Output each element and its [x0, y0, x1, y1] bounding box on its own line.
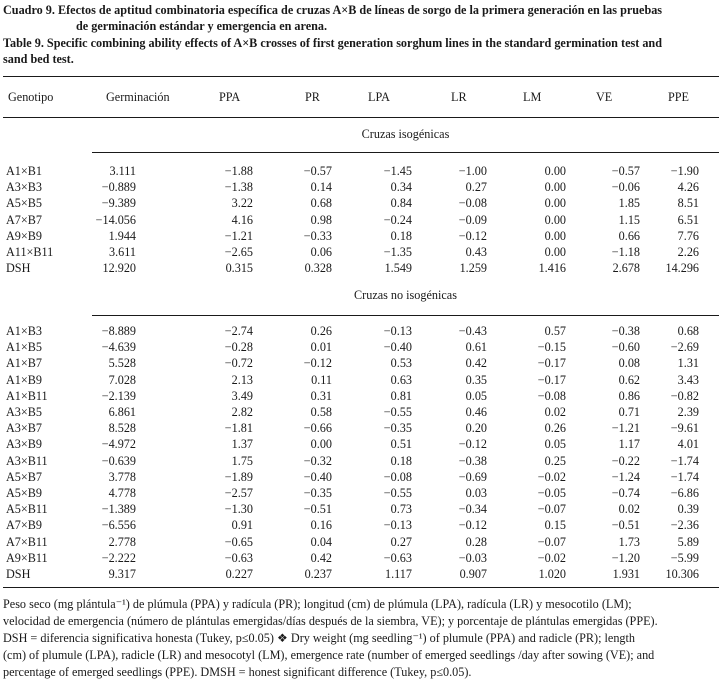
group-title-isogenicas: Cruzas isogénicas	[361, 127, 450, 141]
value-cell: 0.01	[310, 340, 332, 355]
value-cell: −1.30	[224, 502, 253, 517]
value-cell: 0.42	[465, 356, 487, 371]
value-cell: 0.15	[544, 518, 566, 533]
genotype-cell: A9×B11	[6, 550, 48, 565]
value-cell: −0.60	[611, 340, 640, 355]
value-cell: −0.82	[670, 388, 699, 403]
value-cell: −1.38	[224, 180, 253, 195]
table-row	[0, 260, 722, 276]
value-cell: 0.11	[311, 372, 332, 387]
genotype-cell: A9×B9	[6, 228, 42, 243]
table-row	[0, 195, 722, 211]
value-cell: 1.416	[538, 261, 566, 276]
caption-en-label: Table 9.	[3, 36, 44, 50]
value-cell: −0.12	[458, 518, 487, 533]
col-header-lr: LR	[451, 90, 467, 104]
value-cell: 3.778	[108, 469, 136, 484]
value-cell: 0.34	[390, 180, 412, 195]
value-cell: 0.227	[225, 567, 253, 581]
value-cell: −0.12	[458, 437, 487, 452]
value-cell: −0.34	[458, 502, 487, 517]
value-cell: −0.13	[383, 324, 412, 338]
value-cell: −0.12	[458, 228, 487, 243]
value-cell: 1.020	[538, 567, 566, 581]
table-row	[0, 436, 722, 452]
value-cell: 0.39	[677, 502, 699, 517]
value-cell: 0.00	[544, 212, 566, 227]
value-cell: 1.31	[677, 356, 699, 371]
value-cell: 0.00	[544, 180, 566, 195]
table-row	[0, 244, 722, 260]
caption-es-text: Efectos de aptitud combinatoria específica de cruzas A×B de líneas de sorgo de la primera generación en las pruebas	[57, 3, 663, 17]
value-cell: −0.38	[611, 324, 640, 338]
value-cell: 0.66	[618, 228, 640, 243]
value-cell: −0.09	[458, 212, 487, 227]
value-cell: 1.117	[385, 567, 412, 581]
footnote-line-3: DSH = diferencia significativa honesta (Tukey, p≤0.05) ❖ Dry weight (mg seedling⁻¹) of plumule (PPA) and radicle (PR); length	[3, 631, 635, 645]
genotype-cell: DSH	[6, 567, 31, 581]
value-cell: −0.57	[303, 164, 332, 178]
genotype-cell: DSH	[6, 261, 31, 276]
value-cell: 0.04	[310, 534, 332, 549]
value-cell: 1.944	[108, 228, 136, 243]
value-cell: −0.05	[537, 486, 566, 500]
value-cell: 0.26	[544, 421, 566, 436]
value-cell: −0.02	[537, 550, 566, 565]
table-row	[0, 566, 722, 582]
value-cell: −0.22	[611, 453, 640, 468]
value-cell: −0.24	[383, 212, 412, 227]
value-cell: −0.63	[224, 550, 253, 565]
value-cell: −0.13	[383, 518, 412, 533]
value-cell: 1.37	[231, 437, 253, 452]
value-cell: −0.35	[303, 486, 332, 500]
value-cell: 0.16	[310, 518, 332, 533]
bottom-rule	[3, 587, 719, 588]
genotype-cell: A1×B3	[6, 324, 42, 338]
value-cell: −5.99	[670, 550, 699, 565]
value-cell: 0.25	[544, 453, 566, 468]
value-cell: 10.306	[665, 567, 699, 581]
value-cell: 9.317	[108, 567, 136, 581]
value-cell: 0.42	[310, 550, 332, 565]
value-cell: 1.73	[618, 534, 640, 549]
value-cell: 0.328	[304, 261, 332, 276]
value-cell: 1.259	[459, 261, 487, 276]
value-cell: 1.75	[231, 453, 253, 468]
value-cell: −0.12	[303, 356, 332, 371]
genotype-cell: A5×B5	[6, 196, 42, 211]
genotype-cell: A1×B5	[6, 340, 42, 355]
value-cell: −1.74	[670, 469, 699, 484]
value-cell: −0.51	[611, 518, 640, 533]
col-header-lpa: LPA	[368, 90, 390, 104]
genotype-cell: A7×B9	[6, 518, 42, 533]
value-cell: −1.389	[101, 502, 136, 517]
caption-es	[3, 2, 719, 18]
value-cell: 0.20	[465, 421, 487, 436]
value-cell: 0.02	[618, 502, 640, 517]
value-cell: −0.08	[537, 388, 566, 403]
value-cell: −0.51	[303, 502, 332, 517]
value-cell: 3.611	[109, 245, 136, 259]
genotype-cell: A5×B9	[6, 486, 42, 500]
value-cell: −1.81	[224, 421, 253, 436]
value-cell: −4.639	[101, 340, 136, 355]
table-row	[0, 469, 722, 485]
table-row	[0, 163, 722, 179]
value-cell: 7.76	[677, 228, 699, 243]
value-cell: −1.20	[611, 550, 640, 565]
footnote-line-4: (cm) of plumule (LPA), radicle (LR) and mesocotyl (LM), emergence rate (number of emerged seedlings /day after sowing (VE); and	[3, 648, 655, 662]
genotype-cell: A3×B7	[6, 421, 42, 436]
value-cell: −0.55	[383, 405, 412, 419]
caption-en-text2: sand bed test.	[3, 52, 74, 66]
table-row	[0, 355, 722, 371]
value-cell: 0.62	[618, 372, 640, 387]
table-row	[0, 339, 722, 355]
value-cell: 0.18	[390, 228, 412, 243]
table-row	[0, 485, 722, 501]
group-rule-no-isogenicas	[92, 315, 719, 316]
value-cell: 2.678	[612, 261, 640, 276]
value-cell: −0.02	[537, 469, 566, 484]
genotype-cell: A3×B5	[6, 405, 42, 419]
value-cell: 0.71	[618, 405, 640, 419]
value-cell: −0.63	[383, 550, 412, 565]
genotype-cell: A5×B7	[6, 469, 42, 484]
value-cell: 7.028	[108, 372, 136, 387]
table-row	[0, 323, 722, 339]
value-cell: 4.26	[677, 180, 699, 195]
value-cell: −0.06	[611, 180, 640, 195]
genotype-cell: A11×B11	[6, 245, 54, 259]
value-cell: −0.43	[458, 324, 487, 338]
value-cell: 1.17	[618, 437, 640, 452]
value-cell: 1.15	[618, 212, 640, 227]
value-cell: 0.58	[310, 405, 332, 419]
value-cell: 0.68	[677, 324, 699, 338]
col-header-genotipo: Genotipo	[8, 90, 54, 104]
value-cell: −0.35	[383, 421, 412, 436]
caption-es-text2: de germinación estándar y emergencia en arena.	[76, 19, 328, 33]
value-cell: 4.01	[677, 437, 699, 452]
genotype-cell: A1×B7	[6, 356, 42, 371]
table-row	[0, 534, 722, 550]
value-cell: 2.778	[108, 534, 136, 549]
value-cell: −2.36	[670, 518, 699, 533]
col-header-germinacion: Germinación	[106, 90, 170, 104]
value-cell: −1.21	[611, 421, 640, 436]
col-header-ppe: PPE	[668, 90, 690, 104]
value-cell: 0.05	[544, 437, 566, 452]
value-cell: −2.69	[670, 340, 699, 355]
genotype-cell: A3×B9	[6, 437, 42, 452]
value-cell: 0.26	[310, 324, 332, 338]
value-cell: 1.85	[618, 196, 640, 211]
value-cell: −1.35	[383, 245, 412, 259]
value-cell: −0.32	[303, 453, 332, 468]
value-cell: −8.889	[101, 324, 136, 338]
table-row	[0, 212, 722, 228]
value-cell: −0.66	[303, 421, 332, 436]
value-cell: 3.49	[231, 388, 253, 403]
value-cell: −9.389	[101, 196, 136, 211]
value-cell: −0.03	[458, 550, 487, 565]
footnote-line-1: Peso seco (mg plántula⁻¹) de plúmula (PPA) y radícula (PR); longitud (cm) de plúmula (LPA), radícula (LR) y mesocotilo (LM);	[3, 597, 632, 611]
group-title-no-isogenicas: Cruzas no isogénicas	[354, 288, 457, 302]
value-cell: 0.08	[618, 356, 640, 371]
value-cell: 3.111	[109, 164, 136, 178]
value-cell: 0.86	[618, 388, 640, 403]
table-row	[0, 372, 722, 388]
value-cell: 6.51	[677, 212, 699, 227]
value-cell: −0.57	[611, 164, 640, 178]
value-cell: −0.65	[224, 534, 253, 549]
value-cell: −1.74	[670, 453, 699, 468]
value-cell: 0.57	[544, 324, 566, 338]
value-cell: 0.03	[465, 486, 487, 500]
value-cell: −1.89	[224, 469, 253, 484]
table-row	[0, 550, 722, 566]
value-cell: 2.26	[677, 245, 699, 259]
value-cell: −0.69	[458, 469, 487, 484]
value-cell: −0.28	[224, 340, 253, 355]
group-rule-isogenicas	[92, 152, 719, 153]
value-cell: 3.22	[231, 196, 253, 211]
value-cell: −0.15	[537, 340, 566, 355]
value-cell: 2.82	[231, 405, 253, 419]
value-cell: −0.40	[303, 469, 332, 484]
value-cell: 0.02	[544, 405, 566, 419]
genotype-cell: A5×B11	[6, 502, 48, 517]
value-cell: −2.222	[101, 550, 136, 565]
value-cell: 0.84	[390, 196, 412, 211]
table-row	[0, 453, 722, 469]
table-row	[0, 388, 722, 404]
value-cell: −14.056	[95, 212, 136, 227]
value-cell: 0.06	[310, 245, 332, 259]
value-cell: −1.18	[611, 245, 640, 259]
top-rule	[3, 76, 719, 77]
value-cell: −2.57	[224, 486, 253, 500]
value-cell: 0.00	[544, 164, 566, 178]
value-cell: 3.43	[677, 372, 699, 387]
col-header-ve: VE	[596, 90, 613, 104]
genotype-cell: A7×B7	[6, 212, 42, 227]
value-cell: 8.528	[108, 421, 136, 436]
value-cell: 1.931	[612, 567, 640, 581]
table-row	[0, 404, 722, 420]
value-cell: 8.51	[677, 196, 699, 211]
value-cell: 0.51	[390, 437, 412, 452]
table-row	[0, 228, 722, 244]
table-row	[0, 517, 722, 533]
value-cell: −2.74	[224, 324, 253, 338]
value-cell: −0.17	[537, 356, 566, 371]
value-cell: 0.00	[544, 228, 566, 243]
value-cell: 0.35	[465, 372, 487, 387]
value-cell: 0.68	[310, 196, 332, 211]
genotype-cell: A1×B9	[6, 372, 42, 387]
value-cell: −2.139	[101, 388, 136, 403]
value-cell: −4.972	[101, 437, 136, 452]
value-cell: 6.861	[108, 405, 136, 419]
value-cell: −0.08	[458, 196, 487, 211]
value-cell: 0.46	[465, 405, 487, 419]
value-cell: 0.907	[459, 567, 487, 581]
value-cell: −0.72	[224, 356, 253, 371]
table-row	[0, 179, 722, 195]
caption-en-cont	[3, 51, 719, 67]
value-cell: 0.63	[390, 372, 412, 387]
caption-es-label: Cuadro 9.	[3, 3, 55, 17]
value-cell: 0.31	[310, 388, 332, 403]
value-cell: 0.43	[465, 245, 487, 259]
value-cell: −1.24	[611, 469, 640, 484]
value-cell: 0.237	[304, 567, 332, 581]
value-cell: −0.38	[458, 453, 487, 468]
caption-en	[3, 35, 719, 51]
value-cell: 0.315	[225, 261, 253, 276]
value-cell: 5.528	[108, 356, 136, 371]
value-cell: 0.14	[310, 180, 332, 195]
value-cell: 4.16	[231, 212, 253, 227]
value-cell: −6.556	[101, 518, 136, 533]
value-cell: −9.61	[670, 421, 699, 436]
genotype-cell: A3×B11	[6, 453, 48, 468]
table-row	[0, 501, 722, 517]
value-cell: 2.13	[231, 372, 253, 387]
value-cell: 0.18	[390, 453, 412, 468]
value-cell: −0.07	[537, 502, 566, 517]
caption-en-text: Specific combining ability effects of A×B crosses of first generation sorghum lines in the standard germination test and	[46, 36, 662, 50]
value-cell: 0.73	[390, 502, 412, 517]
value-cell: 0.05	[465, 388, 487, 403]
value-cell: 0.27	[390, 534, 412, 549]
value-cell: −1.45	[383, 164, 412, 178]
value-cell: −0.07	[537, 534, 566, 549]
value-cell: 0.00	[310, 437, 332, 452]
value-cell: 0.98	[310, 212, 332, 227]
value-cell: −2.65	[224, 245, 253, 259]
value-cell: 4.778	[108, 486, 136, 500]
value-cell: 12.920	[102, 261, 136, 276]
table-row	[0, 420, 722, 436]
value-cell: 0.00	[544, 245, 566, 259]
genotype-cell: A1×B11	[6, 388, 48, 403]
genotype-cell: A7×B11	[6, 534, 48, 549]
value-cell: 0.00	[544, 196, 566, 211]
header-rule	[3, 117, 719, 118]
value-cell: −0.55	[383, 486, 412, 500]
value-cell: −1.00	[458, 164, 487, 178]
value-cell: −6.86	[670, 486, 699, 500]
value-cell: 0.91	[231, 518, 253, 533]
value-cell: 14.296	[665, 261, 699, 276]
value-cell: −0.17	[537, 372, 566, 387]
genotype-cell: A3×B3	[6, 180, 42, 195]
value-cell: 0.27	[465, 180, 487, 195]
caption-es-cont	[3, 18, 719, 34]
col-header-lm: LM	[523, 90, 542, 104]
value-cell: 5.89	[677, 534, 699, 549]
genotype-cell: A1×B1	[6, 164, 42, 178]
value-cell: −0.33	[303, 228, 332, 243]
footnote-line-5: percentage of emerged seedlings (PPE). DMSH = honest significant difference (Tukey, p≤0.05).	[3, 665, 472, 679]
value-cell: −0.889	[101, 180, 136, 195]
value-cell: 2.39	[677, 405, 699, 419]
value-cell: −0.40	[383, 340, 412, 355]
value-cell: 0.81	[390, 388, 412, 403]
value-cell: 0.28	[465, 534, 487, 549]
value-cell: −0.08	[383, 469, 412, 484]
col-header-pr: PR	[305, 90, 320, 104]
value-cell: −1.21	[224, 228, 253, 243]
value-cell: 1.549	[384, 261, 412, 276]
col-header-ppa: PPA	[219, 90, 241, 104]
value-cell: −1.90	[670, 164, 699, 178]
value-cell: −0.74	[611, 486, 640, 500]
value-cell: −0.639	[101, 453, 136, 468]
value-cell: 0.53	[390, 356, 412, 371]
footnote-line-2: velocidad de emergencia (número de plántulas emergidas/días después de la siembra, VE); y porcentaje de plántulas emergidas (PPE).	[3, 614, 658, 628]
value-cell: 0.61	[465, 340, 487, 355]
value-cell: −1.88	[224, 164, 253, 178]
